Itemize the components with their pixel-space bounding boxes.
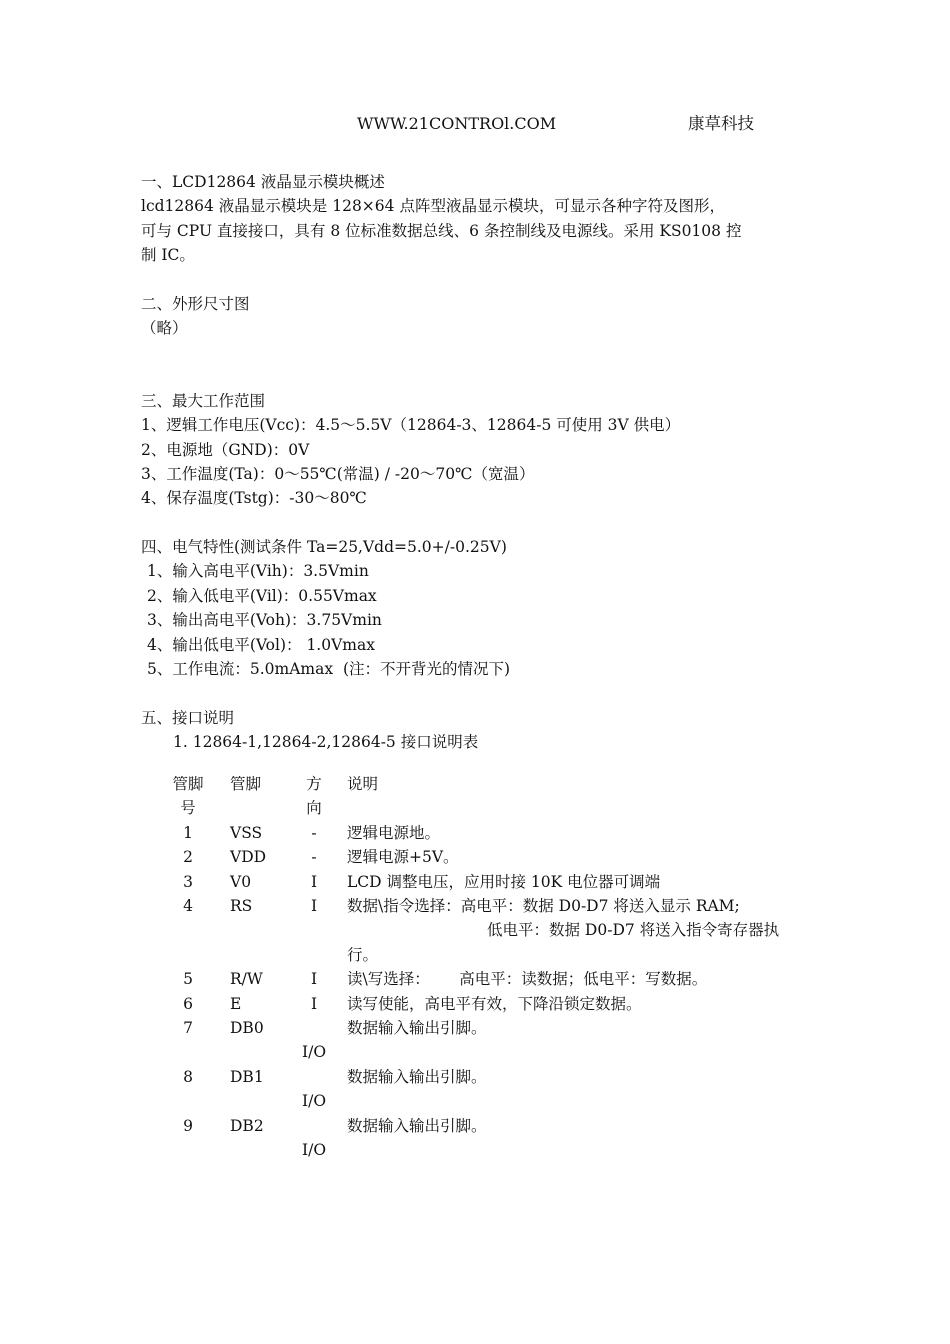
row-desc-line-2: 低电平：数据 D0-D7 将送入指令寄存器执 bbox=[487, 921, 780, 940]
row-desc: 数据输入输出引脚。 bbox=[347, 1019, 487, 1038]
row-dir: I bbox=[310, 872, 318, 891]
section-3-item: 2、电源地（GND)：0V bbox=[141, 440, 310, 459]
row-pin-no: 7 bbox=[183, 1019, 193, 1038]
row-dir: - bbox=[311, 823, 317, 842]
row-dir: - bbox=[311, 848, 317, 867]
header-company: 康草科技 bbox=[688, 114, 754, 133]
section-1-title: 一、LCD12864 液晶显示模块概述 bbox=[141, 173, 385, 191]
row-dir: I bbox=[310, 994, 318, 1013]
table-row bbox=[166, 992, 827, 1016]
header-dir-2: 向 bbox=[306, 799, 322, 818]
section-2-note: （略） bbox=[141, 319, 188, 338]
row-desc: LCD 调整电压，应用时接 10K 电位器可调端 bbox=[347, 872, 661, 891]
row-pin: RS bbox=[230, 897, 253, 916]
section-3-item: 4、保存温度(Tstg)：-30～80℃ bbox=[141, 489, 367, 508]
section-4-item: 4、输出低电平(Vol)： 1.0Vmax bbox=[147, 635, 375, 654]
table-row bbox=[166, 967, 827, 991]
header-desc: 说明 bbox=[347, 775, 379, 793]
section-4-item: 2、输入低电平(Vil)：0.55Vmax bbox=[147, 586, 377, 605]
row-desc-line-3: 行。 bbox=[347, 945, 379, 964]
section-1-line-3: 制 IC。 bbox=[141, 246, 195, 265]
row-pin: E bbox=[230, 994, 242, 1013]
section-2-title: 二、外形尺寸图 bbox=[141, 294, 250, 313]
row-pin-no: 3 bbox=[183, 872, 193, 891]
interface-table bbox=[166, 772, 827, 1162]
section-4-item: 5、工作电流：5.0mAmax (注：不开背光的情况下) bbox=[147, 660, 511, 679]
table-row bbox=[166, 845, 827, 869]
row-pin-no: 9 bbox=[183, 1116, 193, 1135]
section-3-item: 3、工作温度(Ta)：0～55℃(常温) / -20～70℃（宽温） bbox=[141, 464, 535, 483]
section-4-item: 3、输出高电平(Voh)：3.75Vmin bbox=[147, 611, 382, 630]
row-dir-cell bbox=[294, 1065, 334, 1114]
table-row bbox=[166, 821, 827, 845]
row-desc: 读\写选择： 高电平：读数据；低电平：写数据。 bbox=[347, 970, 708, 989]
section-4-title: 四、电气特性(测试条件 Ta=25,Vdd=5.0+/-0.25V) bbox=[141, 538, 507, 557]
row-desc: 逻辑电源+5V。 bbox=[347, 848, 459, 867]
row-pin-no: 5 bbox=[183, 970, 193, 989]
section-1-line-2: 可与 CPU 直接接口，具有 8 位标准数据总线、6 条控制线及电源线。采用 KS0108 控 bbox=[141, 221, 742, 240]
row-pin: R/W bbox=[230, 970, 263, 989]
row-desc-line-1: 数据\指令选择：高电平：数据 D0-D7 将送入显示 RAM; bbox=[347, 897, 740, 916]
row-dir: I/O bbox=[301, 1141, 327, 1160]
row-pin-no: 8 bbox=[183, 1067, 193, 1086]
table-row bbox=[166, 870, 827, 894]
table-row bbox=[166, 1114, 827, 1163]
row-pin-no: 2 bbox=[183, 848, 193, 867]
header-dir: 方 bbox=[306, 775, 322, 793]
row-desc: 数据输入输出引脚。 bbox=[347, 1067, 487, 1086]
table-row bbox=[166, 894, 827, 967]
table-row bbox=[166, 1065, 827, 1114]
row-pin-no: 4 bbox=[183, 897, 193, 916]
table-header-row bbox=[166, 772, 827, 821]
row-dir: I/O bbox=[301, 1043, 327, 1062]
row-pin: VSS bbox=[230, 823, 263, 842]
row-desc: 数据输入输出引脚。 bbox=[347, 1116, 487, 1135]
row-pin-no: 1 bbox=[183, 823, 193, 842]
row-dir: I bbox=[310, 897, 318, 916]
document-body bbox=[141, 170, 821, 755]
section-1-line-1: lcd12864 液晶显示模块是 128×64 点阵型液晶显示模块，可显示各种字符及图形， bbox=[141, 197, 725, 216]
section-5-subtitle: 1. 12864-1,12864-2,12864-5 接口说明表 bbox=[173, 733, 479, 752]
header-pin-no: 管脚 bbox=[172, 775, 204, 793]
row-desc: 读写使能，高电平有效，下降沿锁定数据。 bbox=[347, 994, 642, 1013]
row-dir-cell bbox=[294, 1114, 334, 1163]
row-dir: I bbox=[310, 970, 318, 989]
row-pin: DB0 bbox=[230, 1019, 264, 1038]
row-pin-no: 6 bbox=[183, 994, 193, 1013]
section-4-item: 1、输入高电平(Vih)：3.5Vmin bbox=[147, 562, 369, 581]
header-pin-no-2: 号 bbox=[180, 799, 196, 818]
row-dir-cell bbox=[294, 1016, 334, 1065]
row-desc bbox=[334, 894, 827, 967]
row-pin: V0 bbox=[230, 872, 252, 891]
row-pin: DB1 bbox=[230, 1067, 264, 1086]
section-3-title: 三、最大工作范围 bbox=[141, 391, 266, 410]
header-url: WWW.21CONTROl.COM bbox=[357, 114, 557, 133]
table-row bbox=[166, 1016, 827, 1065]
row-dir: I/O bbox=[301, 1092, 327, 1111]
section-5-title: 五、接口说明 bbox=[141, 708, 235, 727]
row-desc: 逻辑电源地。 bbox=[347, 823, 441, 842]
header-pin: 管脚 bbox=[230, 775, 262, 793]
section-3-item: 1、逻辑工作电压(Vcc)：4.5～5.5V（12864-3、12864-5 可使用 3V 供电） bbox=[141, 416, 681, 435]
row-pin: DB2 bbox=[230, 1116, 264, 1135]
row-pin: VDD bbox=[230, 848, 267, 867]
